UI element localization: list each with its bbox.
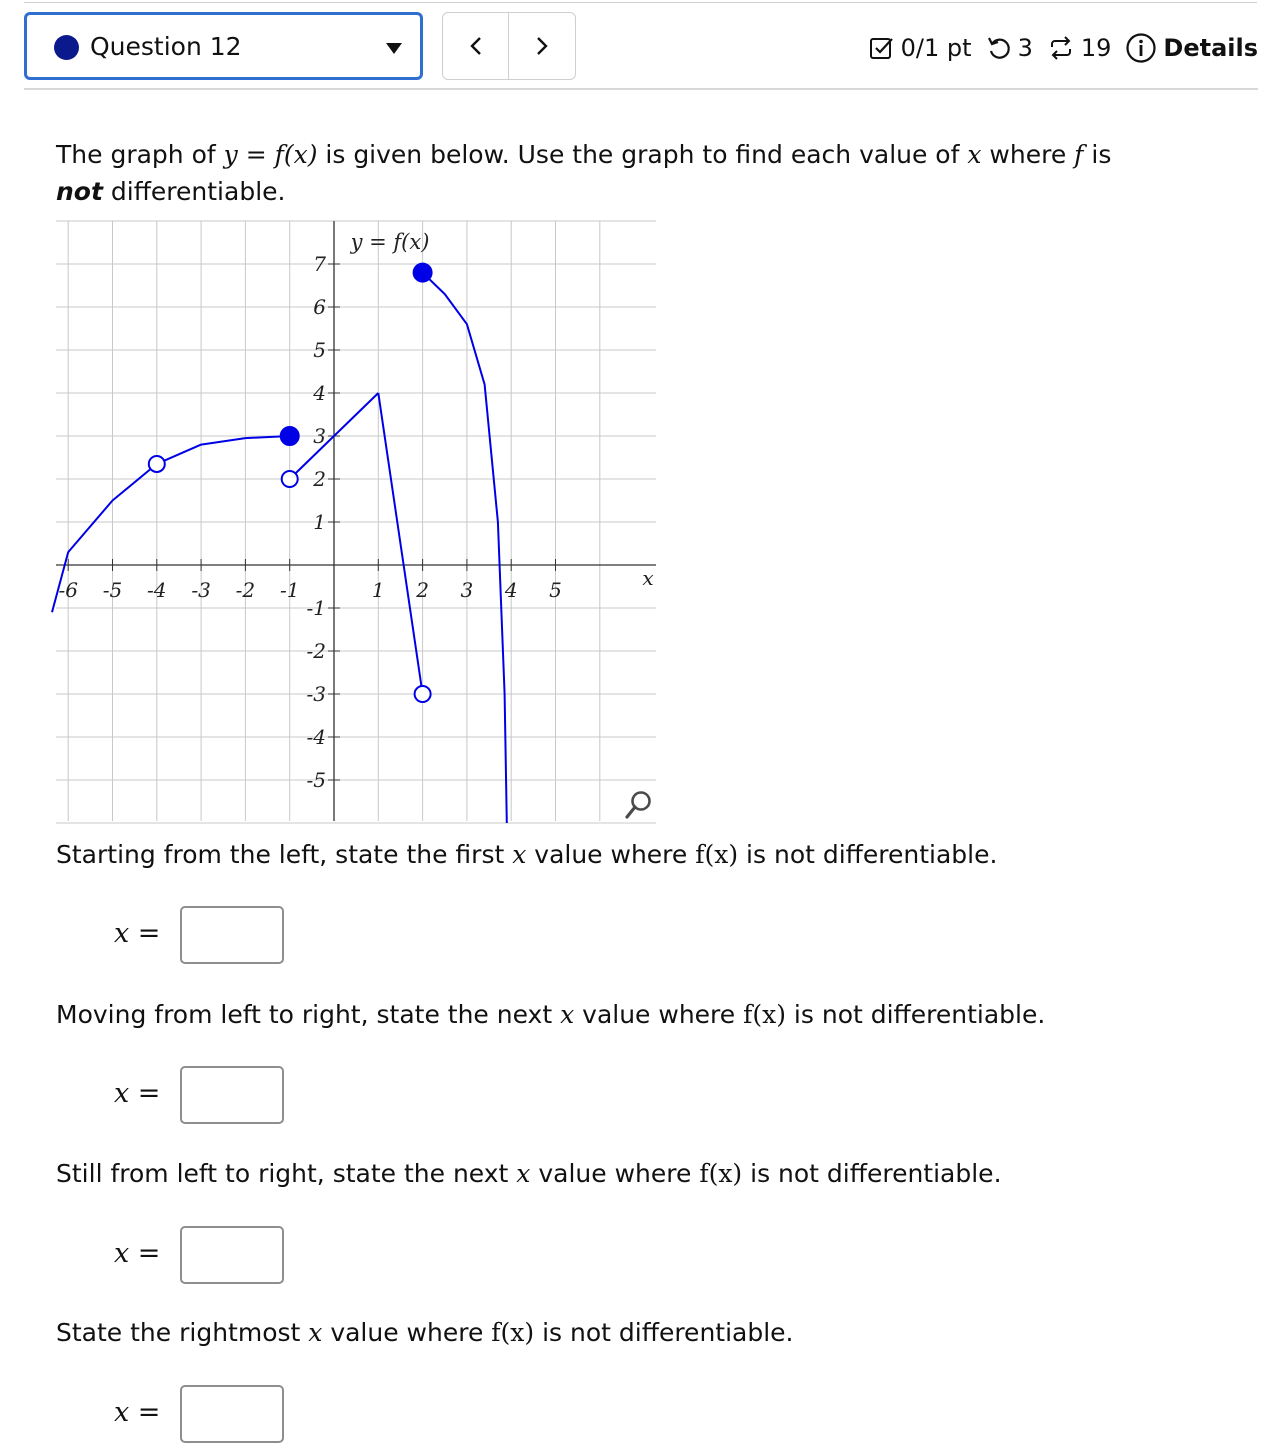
prompt-math-1: y = f(x): [223, 140, 318, 169]
q3-x: x: [516, 1159, 531, 1188]
y-tick-label: 6: [313, 295, 326, 319]
q2-mid: value where: [574, 1000, 744, 1029]
question-4-text: [56, 1316, 794, 1350]
retries-group: [986, 34, 1033, 62]
question-header: [24, 12, 1258, 84]
q4-pre: State the rightmost: [56, 1318, 309, 1347]
q3-post: is not differentiable.: [742, 1159, 1002, 1188]
a2-x-eq: x =: [114, 1078, 161, 1109]
question-select[interactable]: [24, 12, 423, 80]
q3-mid: value where: [530, 1159, 700, 1188]
y-tick-label: 3: [313, 424, 326, 448]
chart-title: y = f(x): [350, 230, 430, 254]
answer-input-3[interactable]: [180, 1226, 284, 1284]
x-tick-label: 1: [371, 578, 385, 602]
y-tick-label: 4: [313, 381, 326, 405]
question-status-dot: [54, 35, 79, 60]
q2-post: is not differentiable.: [785, 1000, 1046, 1029]
x-tick-label: 3: [460, 578, 474, 602]
prompt-text-1: The graph of: [56, 140, 224, 169]
y-tick-label: -4: [306, 725, 326, 749]
y-tick-label: -5: [306, 768, 326, 792]
repeat-icon: [1047, 35, 1075, 61]
zoom-button[interactable]: [622, 788, 658, 828]
chevron-right-icon: [535, 35, 549, 57]
score-group: [869, 34, 972, 62]
answer-input-4[interactable]: [180, 1385, 284, 1443]
question-label: Question 12: [90, 32, 242, 61]
question-1-text: [56, 838, 997, 872]
magnifier-icon: [622, 788, 658, 824]
x-tick-label: 2: [416, 578, 429, 602]
info-icon: [1125, 32, 1157, 64]
prompt-math-2: x: [967, 140, 982, 169]
x-axis-label: x: [642, 566, 654, 590]
answer-input-1[interactable]: [180, 906, 284, 964]
top-divider: [24, 2, 1257, 3]
retry-icon: [986, 35, 1012, 61]
prompt-text-4: is: [1083, 140, 1112, 169]
x-tick-label: 5: [549, 578, 562, 602]
function-graph: [50, 215, 666, 827]
x-tick-label: -6: [58, 578, 78, 602]
q1-post: is not differentiable.: [738, 840, 998, 869]
graph-series-3: [378, 393, 422, 694]
q4-post: is not differentiable.: [534, 1318, 794, 1347]
details-label: Details: [1163, 34, 1258, 62]
open-point: [149, 456, 165, 472]
x-tick-label: 4: [504, 578, 518, 602]
question-3-text: [56, 1157, 1002, 1191]
score-text: 0/1 pt: [900, 34, 972, 62]
x-tick-label: -3: [191, 578, 211, 602]
question-nav: [442, 12, 576, 80]
y-tick-label: -2: [306, 639, 326, 663]
q2-fx: f(x): [743, 1000, 786, 1029]
submissions-count: 19: [1080, 34, 1112, 62]
y-tick-label: -1: [306, 596, 326, 620]
q3-pre: Still from left to right, state the next: [56, 1159, 517, 1188]
q4-x: x: [308, 1318, 323, 1347]
prompt-math-3: f: [1074, 140, 1084, 169]
answer-3-label: [114, 1238, 160, 1269]
y-tick-label: 2: [313, 467, 326, 491]
prompt-text-3: where: [981, 140, 1075, 169]
x-tick-label: -4: [147, 578, 167, 602]
q1-x: x: [512, 840, 527, 869]
graph-series-4: [423, 273, 507, 823]
question-2-text: [56, 998, 1045, 1032]
answer-2-label: [114, 1078, 160, 1109]
question-prompt: [56, 136, 1216, 210]
next-question-button[interactable]: [509, 13, 575, 79]
answer-input-2[interactable]: [180, 1066, 284, 1124]
checkbox-icon: [869, 35, 895, 61]
open-point: [415, 686, 431, 702]
q1-mid: value where: [526, 840, 696, 869]
open-point: [282, 471, 298, 487]
prompt-emphasis: not: [56, 177, 103, 206]
q1-pre: Starting from the left, state the first: [56, 840, 513, 869]
previous-question-button[interactable]: [443, 13, 509, 79]
x-tick-label: -5: [102, 578, 123, 602]
closed-point: [281, 427, 299, 445]
retries-count: 3: [1017, 34, 1033, 62]
q4-mid: value where: [322, 1318, 492, 1347]
q1-fx: f(x): [695, 840, 739, 869]
y-tick-label: 1: [313, 510, 326, 534]
prompt-text-5: differentiable.: [102, 177, 286, 206]
q2-x: x: [560, 1000, 575, 1029]
y-tick-label: 7: [313, 252, 326, 276]
q4-fx: f(x): [491, 1318, 535, 1347]
chevron-left-icon: [469, 35, 483, 57]
prompt-text-2: is given below. Use the graph to find each value of: [317, 140, 968, 169]
closed-point: [414, 264, 432, 282]
a3-x-eq: x =: [114, 1238, 161, 1269]
answer-4-label: [114, 1397, 160, 1428]
q3-fx: f(x): [699, 1159, 743, 1188]
x-tick-label: -2: [235, 578, 256, 602]
q2-pre: Moving from left to right, state the next: [56, 1000, 561, 1029]
y-tick-label: 5: [313, 338, 326, 362]
chevron-down-icon: [386, 43, 402, 54]
y-tick-label: -3: [306, 682, 326, 706]
x-tick-label: -1: [279, 578, 300, 602]
header-divider: [24, 88, 1258, 90]
submissions-group: [1047, 34, 1112, 62]
a1-x-eq: x =: [114, 918, 161, 949]
details-button[interactable]: [1125, 32, 1258, 64]
answer-1-label: [114, 918, 160, 949]
question-meta: [869, 28, 1258, 68]
a4-x-eq: x =: [114, 1397, 161, 1428]
